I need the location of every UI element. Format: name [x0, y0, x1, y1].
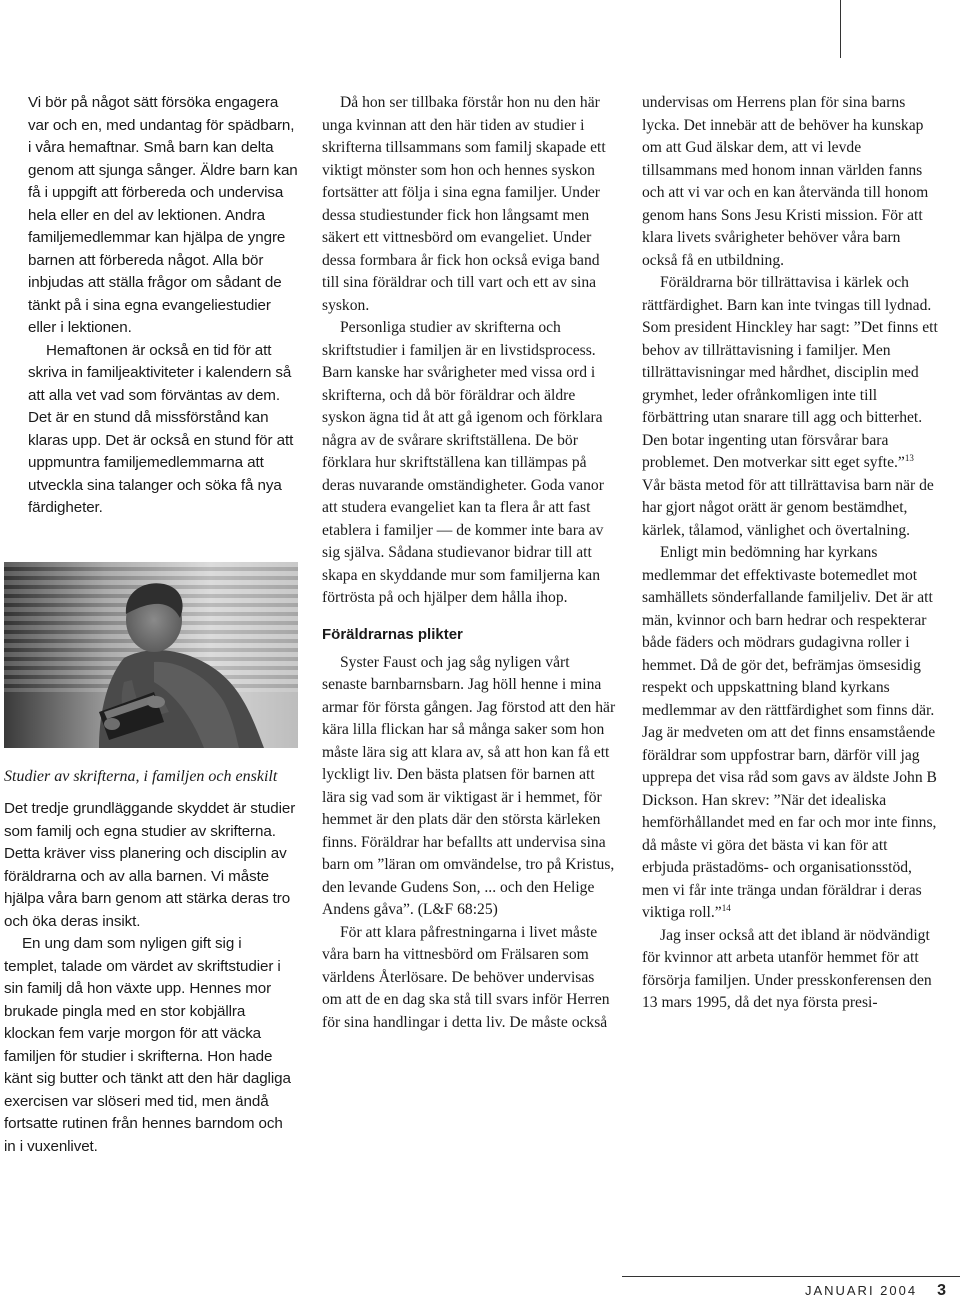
- column-1-upper: [28, 92, 298, 520]
- subheading-parental-duties: Föräldrarnas plikter: [322, 625, 463, 643]
- page-number: 3: [937, 1282, 946, 1299]
- paragraph-text: Vår bästa metod för att tillrättavisa barn när de har gjort något orätt är genom bestämdhet, kärlek, tålamod, vänlighet och övertalning.: [642, 476, 934, 539]
- column-2: [322, 92, 618, 1034]
- paragraph: Det tredje grundläggande skyddet är studier som familj och egna studier av skrifterna. Detta kräver viss planering och disciplin av föräldrarna och av alla barnen. Vi måste hjälpa våra barn genom att stärka deras tro och öka deras insikt.: [4, 800, 296, 930]
- paragraph: För att klara påfrestningarna i livet måste våra barn ha vittnesbörd om Frälsaren som världens Återlösare. De behöver undervisas om att de en dag ska stå till svars inför Herren för sina handlingar i detta liv. De måste också: [322, 923, 610, 1031]
- footnote-marker: 14: [721, 902, 731, 913]
- boy-reading-image: [4, 562, 298, 748]
- footer-divider: [622, 1276, 960, 1277]
- column-3: [642, 92, 938, 1015]
- subheading-scripture-study: Studier av skrifterna, i familjen och enskilt: [4, 768, 278, 785]
- paragraph-text: Föräldrarna bör tillrättavisa i kärlek och rättfärdighet. Barn kan inte tvingas till lydnad. Som president Hinckley har sagt: ”Det finns ett behov av tillrättavisning i familjer. Men tillrättavisningar med hårdhet, disciplin med grymhet, leder ofrånkomligen inte till förbättring utan snarare till agg och bitterhet. Den botar ingenting utan försvårar bara problemet. Den motverkar sitt eget syfte.”: [642, 274, 938, 471]
- top-divider: [840, 0, 841, 58]
- paragraph: [642, 542, 938, 925]
- paragraph: Vi bör på något sätt försöka engagera var och en, med undantag för spädbarn, i våra hemaftnar. Små barn kan delta genom att sjunga sånger. Äldre barn kan få i uppgift att förbereda och undervisa hela eller en del av lektionen. Andra familjemedlemmar kan hjälpa de yngre barnen att förbereda något. Alla bör inbjudas att ställa frågor om sådant de tänkt på i sina egna evangeliestudier eller i lektionen.: [28, 94, 298, 336]
- paragraph: En ung dam som nyligen gift sig i templet, talade om värdet av skriftstudier i sin familj då hon växte upp. Hennes mor brukade pingla med en stor kobjällra klockan fem varje morgon för att väcka familjen för studier i skrifterna. Hon hade känt sig butter och tänkt att den här dagliga exercisen var slöseri med tid, men ändå fortsatte rutinen från hennes barndom och in i vuxenlivet.: [4, 935, 291, 1155]
- paragraph: Hemaftonen är också en tid för att skriva in familjeaktiviteter i kalendern så att alla vet vad som förväntas av dem. Det är en stund då missförstånd kan klaras upp. Det är också en stund för att uppmuntra familjemedlemmarna att utveckla sina talanger och söka få nya färdigheter.: [28, 341, 294, 516]
- photo-boy-reading: [4, 562, 298, 748]
- column-1-lower: [4, 766, 298, 1158]
- paragraph: Syster Faust och jag såg nyligen vårt senaste barnbarnsbarn. Jag höll henne i mina armar för första gången. Jag förstod att den här kära lilla flickan har så många saker som hon måste lära sig att klara av, så att hon kan få ett lyckligt liv. Den bästa platsen för barnen att lära sig vad som är viktigast är i hemmet, för hemmet är den plats där den största kärleken finns. Föräldrar har befallts att undervisa sina barn om ”läran om omvändelse, tro på Kristus, den levande Gudens Son, ... och den Helige Andens gåva”. (L&F 68:25): [322, 653, 616, 918]
- paragraph: undervisas om Herrens plan för sina barns lycka. Det innebär att de behöver ha kunskap om att Gud älskar dem, att vi levde tillsammans med honom innan världen fanns och att vi var och en kan återvända till honom genom hans Sons Jesu Kristi mission. För att klara livets svårigheter behöver våra barn också få en utbildning.: [642, 94, 929, 269]
- paragraph: Personliga studier av skrifterna och skriftstudier i familjen är en livstidsprocess. Barn kanske har svårigheter med vissa ord i skrifterna, och då bör föräldrar och äldre syskon ägna tid åt att gå igenom och förklara några av de svårare skriftställena. De bör förklara hur skriftställena kan tillämpas på deras nuvarande omständigheter. Goda vanor att studera evangeliet kan ta flera år att fast etablera i familjer — de kommer inte bara av sig själva. Sådana studievanor bidrar till att skapa en skyddande mur som familjerna kan förtrösta på och hjälper dem hålla ihop.: [322, 319, 604, 606]
- paragraph-text: Enligt min bedömning har kyrkans medlemmar det effektivaste botemedlet mot samhällets sönderfallande familjeliv. Det är att män, kvinnor och barn hedrar och respekterar både fäders och mödrars gudagivna roller i hemmet. Då de gör det, befrämjas ömsesidig respekt och uppskattning bland kyrkans medlemmar av den rättfärdighet som finns där. Jag är medveten om att det finns ensamstående föräldrar som uppfostrar barn, därför vill jag upprepa det visa råd som gavs av äldste John B Dickson. Han skrev: ”När det idealiska hemförhållandet med en far och mor inte finns, då måste vi göra det bästa vi kan för att erbjuda prästadöms- och organisationsstöd, men vi får inte tränga undan föräldrar i deras viktiga roll.”: [642, 544, 937, 921]
- footnote-marker: 13: [904, 452, 914, 463]
- page-footer: [805, 1282, 946, 1300]
- paragraph: [642, 272, 938, 542]
- paragraph: Då hon ser tillbaka förstår hon nu den här unga kvinnan att den här tiden av studier i skrifterna tillsammans som familj skapade ett viktigt mönster som hon och hennes syskon fortsätter att följa i sina egna familjer. Under dessa studiestunder fick hon långsamt men säkert ett vittnesbörd om evangeliet. Under dessa formbara år fick hon också eviga band till sina föräldrar och till vart och ett av sina syskon.: [322, 94, 606, 314]
- issue-label: JANUARI 2004: [804, 1283, 918, 1298]
- paragraph: Jag inser också att det ibland är nödvändigt för kvinnor att arbeta utanför hemmet för att försörja familjen. Under presskonferensen den 13 mars 1995, då det nya första presi-: [642, 926, 932, 1011]
